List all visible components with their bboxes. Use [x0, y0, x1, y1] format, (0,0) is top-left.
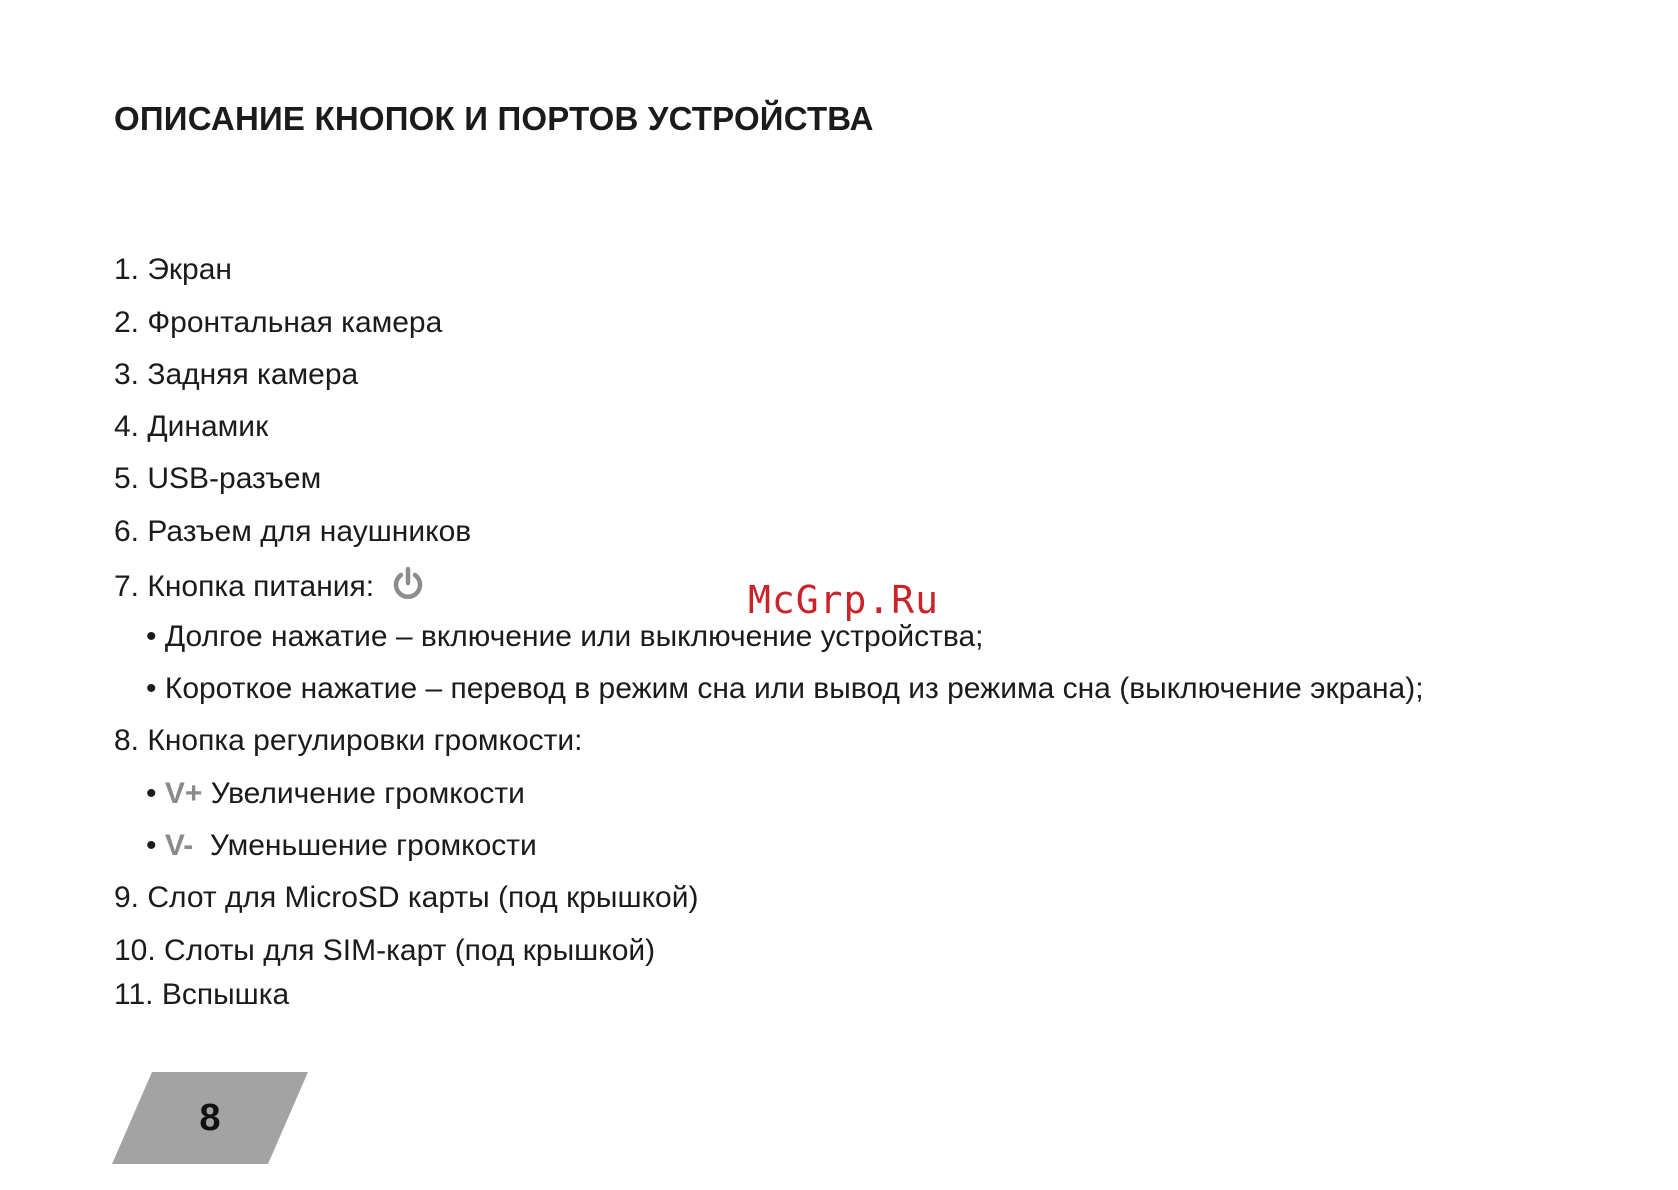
list-item: 8. Кнопка регулировки громкости: [114, 724, 583, 757]
sub-list-item-label: Увеличение громкости [202, 777, 525, 810]
volume-up-symbol: V+ [164, 777, 203, 810]
sub-list-item-label: Уменьшение громкости [193, 829, 537, 862]
sub-list-item-volume-down [146, 828, 537, 864]
sub-list-item-volume-up [146, 776, 525, 812]
list-item: 6. Разъем для наушников [114, 515, 472, 548]
bullet: • [146, 829, 165, 862]
list-item: 9. Слот для MicroSD карты (под крышкой) [114, 881, 699, 914]
list-item-power-button [114, 566, 426, 605]
sub-list-item: • Короткое нажатие – перевод в режим сна или вывод из режима сна (выключение экрана); [146, 672, 1424, 705]
list-item: 2. Фронтальная камера [114, 306, 443, 339]
list-item: 10. Слоты для SIM-карт (под крышкой) [114, 934, 656, 967]
list-item: 5. USB-разъем [114, 462, 322, 495]
list-item: 3. Задняя камера [114, 358, 359, 391]
page-number: 8 [199, 1097, 221, 1139]
sub-list-item: • Долгое нажатие – включение или выключение устройства; [146, 620, 984, 653]
bullet: • [146, 777, 165, 810]
power-icon [390, 566, 426, 602]
watermark: McGrp.Ru [748, 578, 940, 622]
volume-down-symbol: V- [164, 829, 194, 862]
list-item-label: 7. Кнопка питания: [114, 570, 375, 603]
list-item: 11. Вспышка [114, 978, 290, 1011]
page-title: ОПИСАНИЕ КНОПОК И ПОРТОВ УСТРОЙСТВА [114, 100, 874, 137]
list-item: 4. Динамик [114, 410, 269, 443]
list-item: 1. Экран [114, 253, 232, 286]
